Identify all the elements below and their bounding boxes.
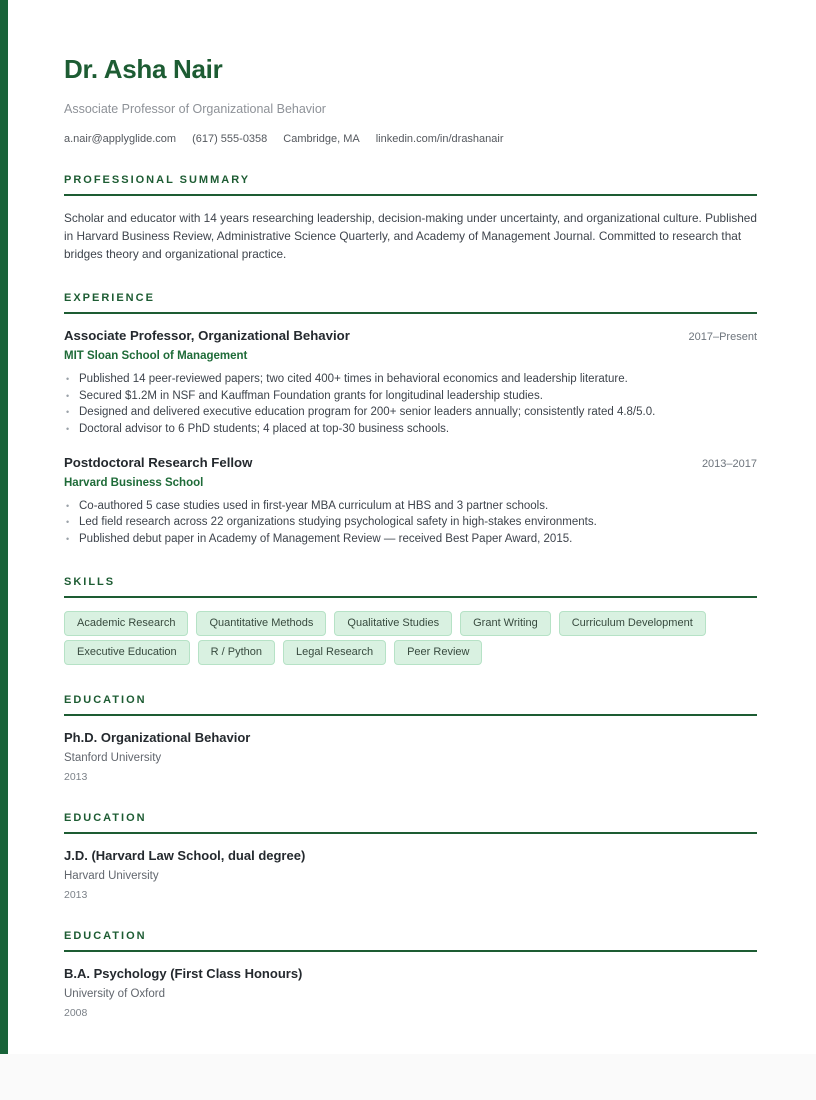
job-header xyxy=(64,455,757,470)
education-school: Stanford University xyxy=(64,752,162,765)
contact-row xyxy=(64,133,757,145)
job-dates: 2017–Present xyxy=(688,331,757,344)
skill-chip: Peer Review xyxy=(394,640,482,665)
job-company: MIT Sloan School of Management xyxy=(64,350,248,363)
section-heading: EDUCATION xyxy=(64,694,757,716)
education-degree: Ph.D. Organizational Behavior xyxy=(64,730,251,746)
education-degree: J.D. (Harvard Law School, dual degree) xyxy=(64,848,306,864)
education-year: 2008 xyxy=(64,1007,88,1020)
section-education-2 xyxy=(64,812,757,901)
section-heading: PROFESSIONAL SUMMARY xyxy=(64,174,757,196)
job-title-subtitle: Associate Professor of Organizational Behavior xyxy=(64,102,326,117)
contact-linkedin: linkedin.com/in/drashanair xyxy=(375,133,504,146)
job-header xyxy=(64,328,757,343)
experience-entry xyxy=(64,455,757,548)
bullet-item: • Published 14 peer-reviewed papers; two cited 400+ times in behavioral economics and leadership literature. xyxy=(64,371,757,388)
section-education-3 xyxy=(64,930,757,1019)
skill-chip: Legal Research xyxy=(283,640,386,665)
bullet-item: • Secured $1.2M in NSF and Kauffman Foundation grants for longitudinal leadership studies. xyxy=(64,388,757,405)
education-degree: B.A. Psychology (First Class Honours) xyxy=(64,966,303,982)
bullet-item: • Doctoral advisor to 6 PhD students; 4 placed at top-30 business schools. xyxy=(64,421,757,438)
education-year: 2013 xyxy=(64,771,88,784)
skill-chip: Executive Education xyxy=(64,640,190,665)
section-heading: EDUCATION xyxy=(64,930,757,952)
job-bullet-list xyxy=(64,498,757,548)
skill-chip: R / Python xyxy=(198,640,275,665)
bullet-item: • Designed and delivered executive education program for 200+ senior leaders annually; consistently rated 4.8/5.0. xyxy=(64,404,757,421)
section-heading: EDUCATION xyxy=(64,812,757,834)
bullet-item: • Co-authored 5 case studies used in first-year MBA curriculum at HBS and 3 partner schools. xyxy=(64,498,757,515)
contact-phone: (617) 555-0358 xyxy=(192,133,268,146)
bullet-item: • Led field research across 22 organizations studying psychological safety in high-stakes environments. xyxy=(64,514,757,531)
contact-email: a.nair@applyglide.com xyxy=(64,133,177,146)
section-education-1 xyxy=(64,694,757,783)
section-professional-summary xyxy=(64,174,757,263)
skills-chip-list xyxy=(64,611,757,665)
education-year: 2013 xyxy=(64,889,88,902)
experience-entry xyxy=(64,328,757,437)
skill-chip: Quantitative Methods xyxy=(196,611,326,636)
skill-chip: Curriculum Development xyxy=(559,611,706,636)
page-title: Dr. Asha Nair xyxy=(64,54,223,84)
job-company: Harvard Business School xyxy=(64,476,204,489)
skill-chip: Qualitative Studies xyxy=(334,611,452,636)
skill-chip: Academic Research xyxy=(64,611,188,636)
bullet-item: • Published debut paper in Academy of Management Review — received Best Paper Award, 2015. xyxy=(64,531,757,548)
section-heading: SKILLS xyxy=(64,576,757,598)
job-role: Postdoctoral Research Fellow xyxy=(64,454,253,470)
left-accent-bar xyxy=(0,0,8,1054)
job-dates: 2013–2017 xyxy=(701,457,757,470)
job-role: Associate Professor, Organizational Behavior xyxy=(64,328,350,344)
summary-paragraph: Scholar and educator with 14 years researching leadership, decision-making under uncertainty, and organizational culture. Published in Harvard Business Review, Administrative Science Quarterly, and Academy of Management Journal. Committed to research that bridges theory and organizational practice. xyxy=(64,211,757,262)
education-school: University of Oxford xyxy=(64,988,165,1001)
skill-chip: Grant Writing xyxy=(460,611,551,636)
section-skills xyxy=(64,576,757,665)
section-heading: EXPERIENCE xyxy=(64,292,757,314)
section-experience xyxy=(64,292,757,547)
contact-location: Cambridge, MA xyxy=(283,133,360,146)
job-bullet-list xyxy=(64,371,757,437)
education-school: Harvard University xyxy=(64,870,159,883)
